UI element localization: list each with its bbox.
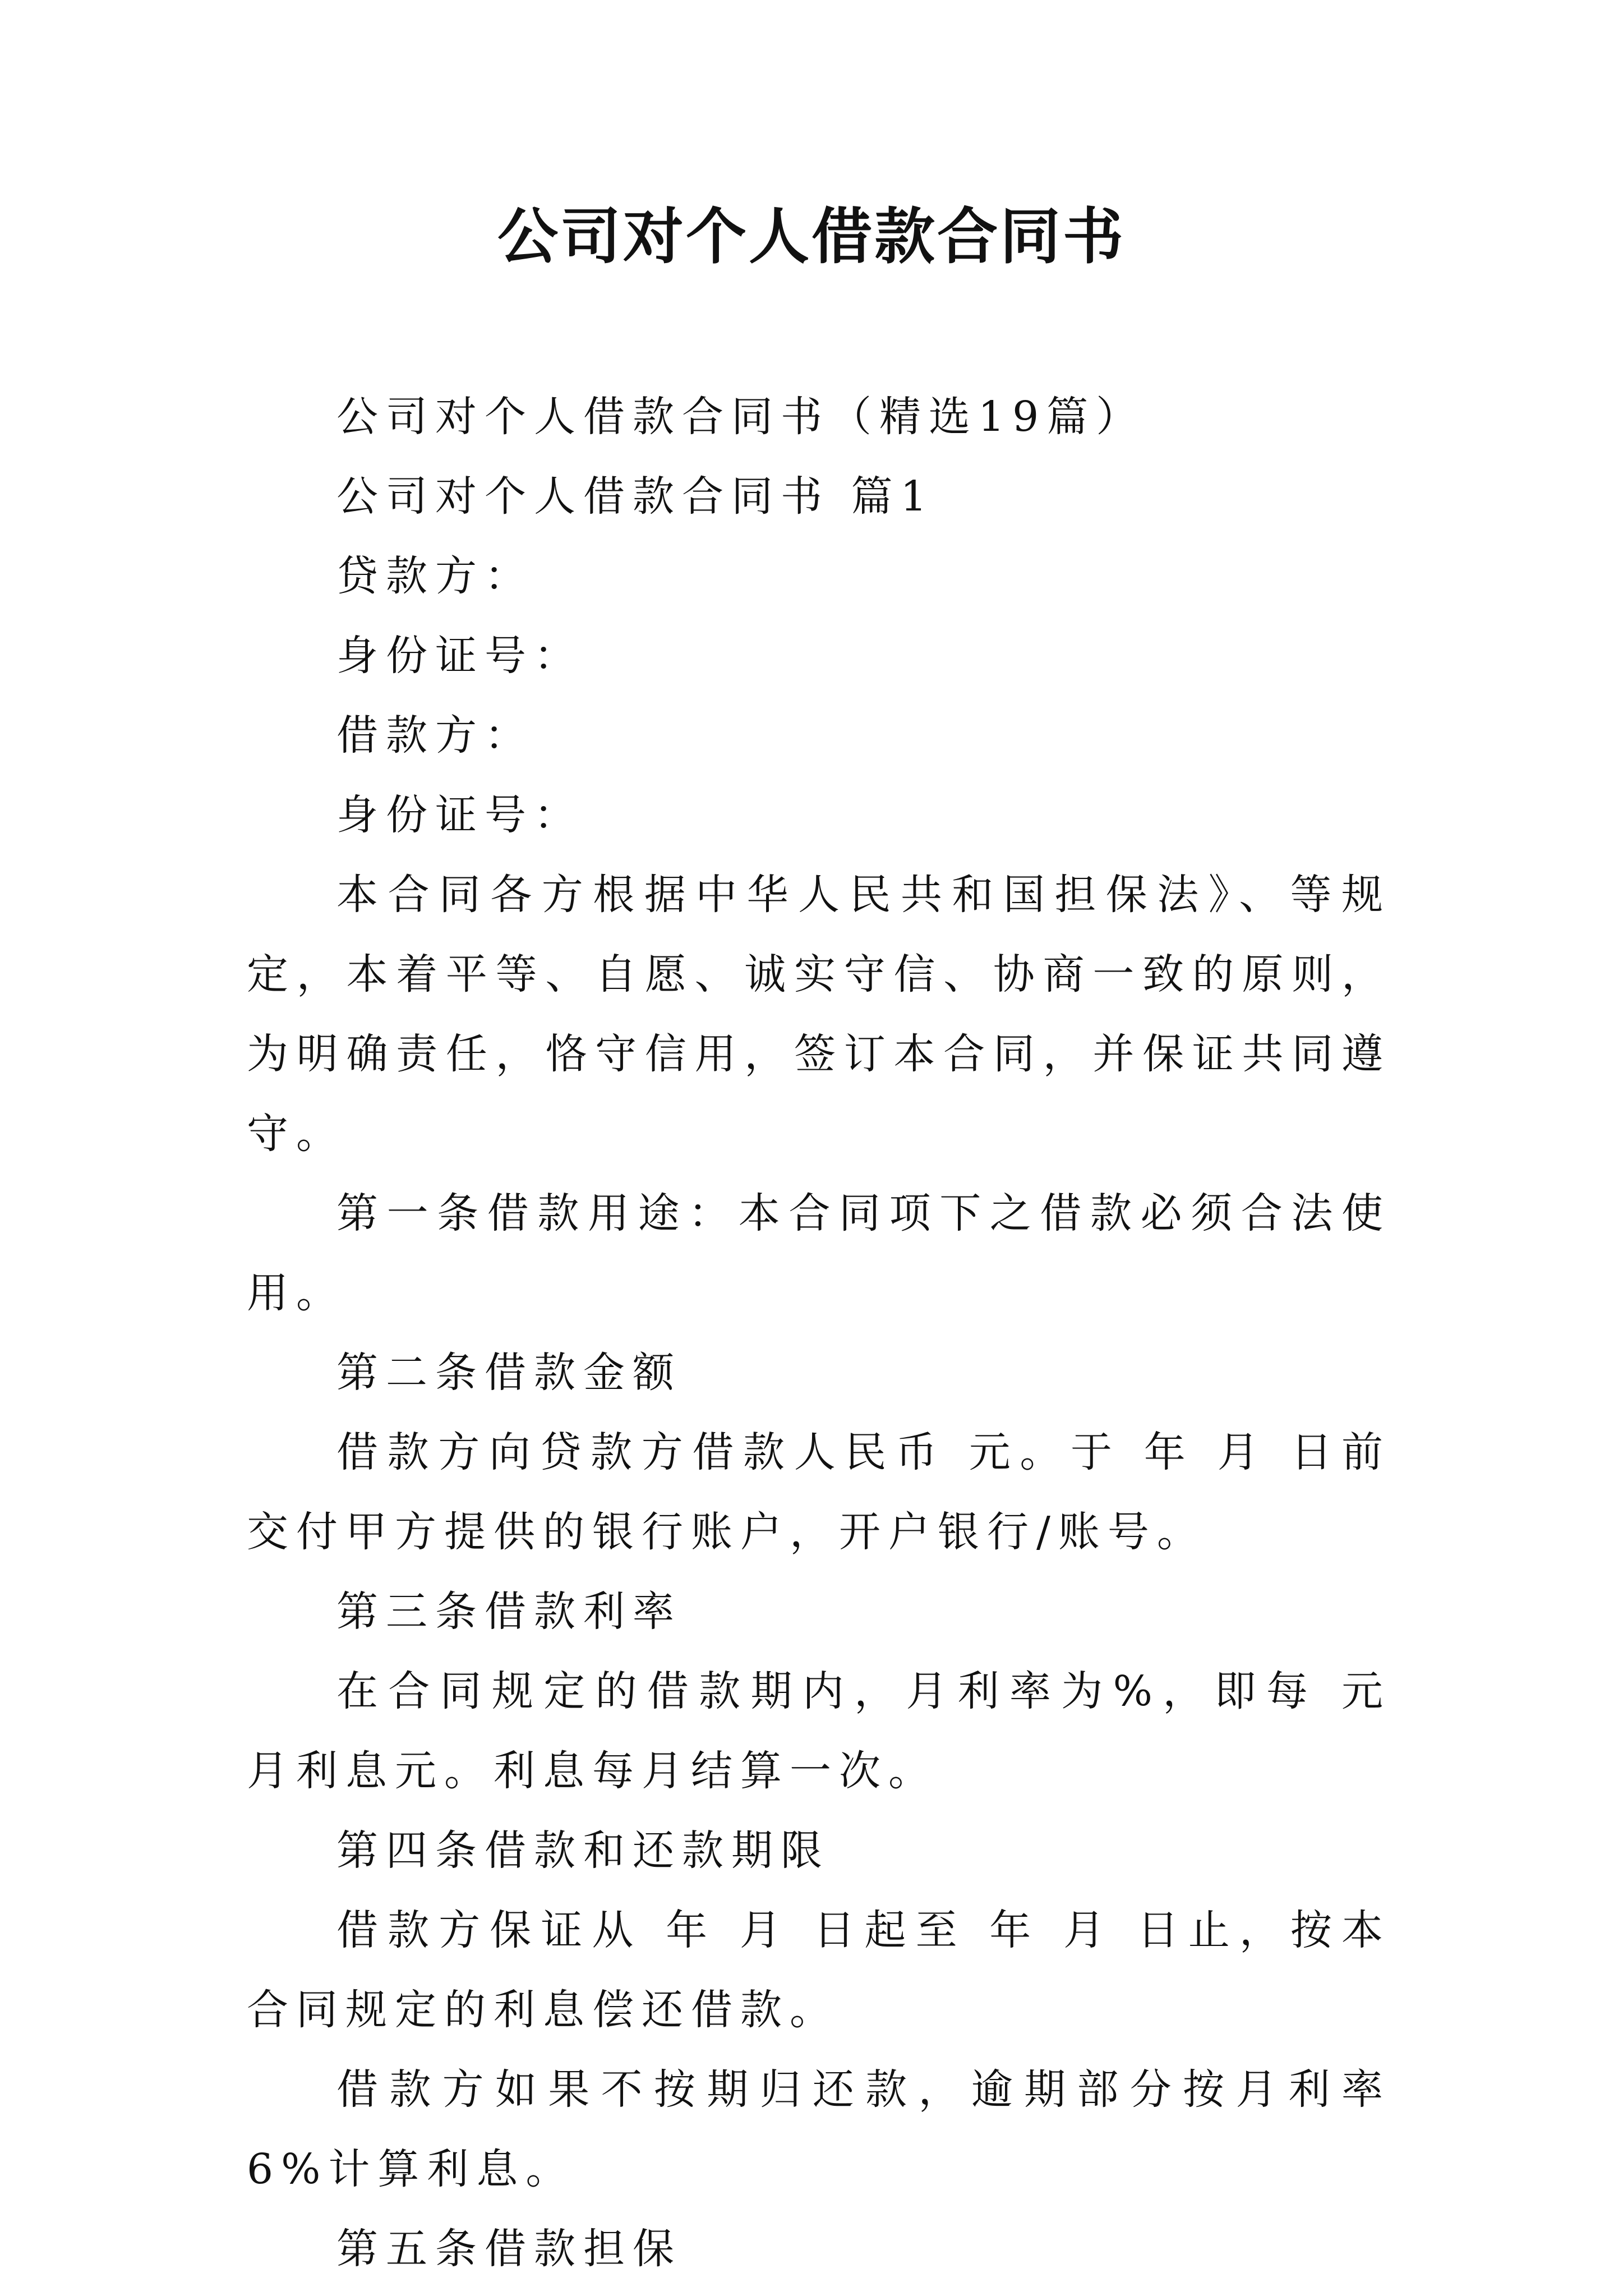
document-body [247, 377, 1391, 2289]
paragraph-article-1: 第一条借款用途：本合同项下之借款必须合法使用。 [247, 1189, 1391, 1317]
paragraph-article-2-body: 借款方向贷款方借款人民币 元。于 年 月 日前交付甲方提供的银行账户，开户银行/账号。 [247, 1428, 1391, 1556]
paragraph-article-5-heading: 第五条借款担保 [336, 2225, 682, 2273]
paragraph-article-4-overdue: 借款方如果不按期归还款，逾期部分按月利率6%计算利息。 [247, 2065, 1391, 2193]
document-title: 公司对个人借款合同书 [497, 201, 1126, 272]
paragraph-borrower-id: 身份证号： [336, 791, 583, 839]
paragraph-article-2-heading: 第二条借款金额 [336, 1349, 682, 1397]
paragraph-lender: 贷款方： [336, 552, 534, 600]
paragraph-article-3-body: 在合同规定的借款期内，月利率为%，即每 元月利息元。利息每月结算一次。 [247, 1667, 1391, 1795]
paragraph-section-heading: 公司对个人借款合同书 篇1 [336, 472, 935, 521]
paragraph-article-3-heading: 第三条借款利率 [336, 1588, 682, 1636]
paragraph-subtitle: 公司对个人借款合同书（精选19篇） [336, 393, 1146, 441]
paragraph-lender-id: 身份证号： [336, 632, 583, 680]
paragraph-preamble: 本合同各方根据中华人民共和国担保法》、等规定，本着平等、自愿、诚实守信、协商一致的原则，为明确责任，恪守信用，签订本合同，并保证共同遵守。 [247, 871, 1391, 1158]
paragraph-article-4-body: 借款方保证从 年 月 日起至 年 月 日止，按本合同规定的利息偿还借款。 [247, 1906, 1391, 2034]
paragraph-article-4-heading: 第四条借款和还款期限 [336, 1826, 830, 1875]
paragraph-borrower: 借款方： [336, 711, 534, 760]
